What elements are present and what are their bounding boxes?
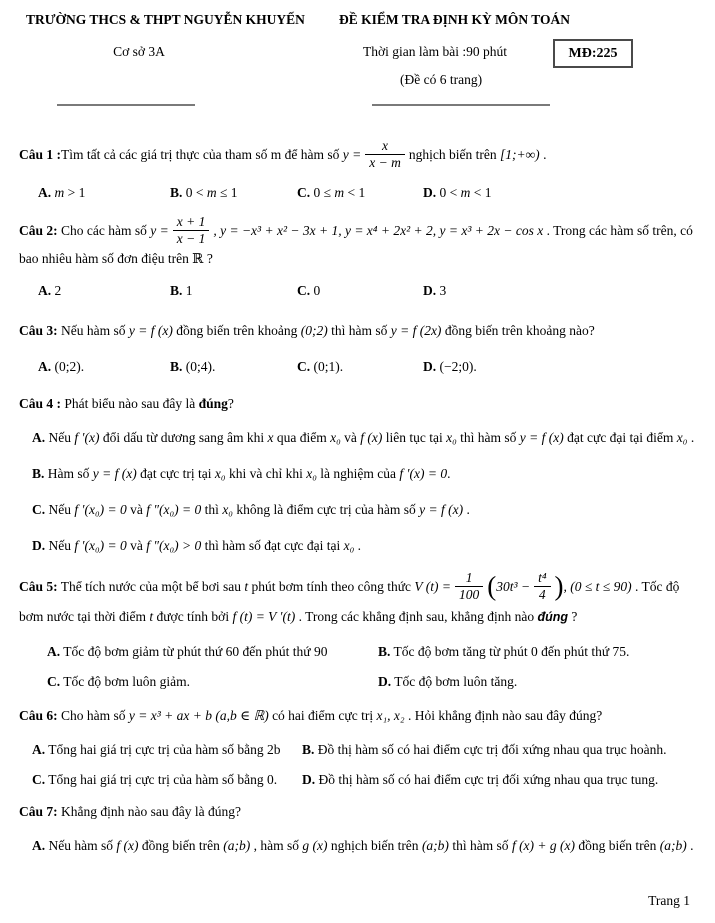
question-5-option-c: C. Tốc độ bơm luôn giảm. [47, 674, 191, 690]
question-4-option-c: C. Nếu f ′(x₀) = 0 và f ″(x₀) = 0 thì x₀ không là điểm cực trị của hàm số y = f (x) . [32, 502, 470, 518]
question-2-option-d: D. 3 [423, 283, 447, 299]
question-6 [19, 703, 695, 790]
question-4-stem: Câu 4 : Phát biểu nào sau đây là đúng? [19, 396, 234, 412]
question-4-option-a: A. Nếu f ′(x) đổi dấu từ dương sang âm khi x qua điểm x₀ và f (x) liên tục tại x₀ thì hàm số y = f (x) đạt cực đại tại điểm x₀ . [32, 430, 695, 446]
question-2-option-c: C. 0 [297, 283, 321, 299]
question-1-option-a: A. m > 1 [38, 185, 86, 201]
question-5-option-d: D. Tốc độ bơm luôn tăng. [378, 674, 518, 690]
signature-line-right [372, 104, 550, 106]
question-1-option-b: B. 0 < m ≤ 1 [170, 185, 238, 201]
school-name: TRƯỜNG THCS & THPT NGUYỄN KHUYẾN [26, 12, 305, 27]
question-1-option-c: C. 0 ≤ m < 1 [297, 185, 366, 201]
question-5-options [47, 641, 695, 692]
exam-header [19, 8, 695, 126]
question-2-options [38, 280, 695, 302]
campus-name: Cơ sở 3A [113, 44, 165, 59]
question-4 [19, 393, 695, 559]
exam-code-box [553, 39, 633, 68]
question-1-option-d: D. 0 < m < 1 [423, 185, 492, 201]
signature-line-left [57, 104, 195, 106]
question-3-option-c: C. (0;1). [297, 359, 344, 375]
question-4-option-d: D. Nếu f ′(x₀) = 0 và f ″(x₀) > 0 thì hàm số đạt cực đại tại x₀ . [32, 538, 362, 554]
question-6-options [32, 739, 695, 790]
question-3-option-a: A. (0;2). [38, 359, 85, 375]
question-5 [19, 572, 695, 692]
question-7 [19, 801, 695, 859]
exam-duration: Thời gian làm bài :90 phút [363, 44, 507, 59]
question-2 [19, 216, 695, 302]
question-3-option-b: B. (0;4). [170, 359, 216, 375]
question-1-options [38, 182, 695, 204]
question-3 [19, 319, 695, 378]
question-6-option-b: B. Đồ thị hàm số có hai điểm cực trị đối xứng nhau qua trục hoành. [302, 742, 667, 758]
question-1-stem: Câu 1 :Tìm tất cả các giá trị thực của tham số m để hàm số y = $\frac{x}{x - m}$ nghịch biến trên [1;+∞) . [19, 138, 547, 170]
question-7-option-a: A. Nếu hàm số f (x) đồng biến trên (a;b) , hàm số g (x) nghịch biến trên (a;b) thì hàm số f (x) + g (x) đồng biến trên (a;b) . [32, 838, 694, 854]
question-6-option-c: C. Tổng hai giá trị cực trị của hàm số bằng 0. [32, 772, 278, 788]
question-3-stem: Câu 3: Nếu hàm số y = f (x) đồng biến trên khoảng (0;2) thì hàm số y = f (2x) đồng biến trên khoảng nào? [19, 323, 595, 339]
question-2-option-b: B. 1 [170, 283, 193, 299]
question-6-option-d: D. Đồ thị hàm số có hai điểm cực trị đối xứng nhau qua trục tung. [302, 772, 659, 788]
question-2-stem: Câu 2: Cho các hàm số y = $\frac{x + 1}{x - 1}$ , y = −x³ + x² − 3x + 1, y = x⁴ + 2x² + 2, y = x³ + 2x − cos x . Trong các hàm số trên, có bao nhiêu hàm số đơn điệu trên ℝ ? [19, 214, 693, 267]
question-5-option-b: B. Tốc độ bơm tăng từ phút 0 đến phút thứ 75. [378, 644, 630, 660]
question-3-option-d: D. (−2;0). [423, 359, 477, 375]
page-count-note: (Đề có 6 trang) [400, 72, 483, 87]
question-6-option-a: A. Tổng hai giá trị cực trị của hàm số bằng 2b [32, 742, 281, 758]
question-3-options [38, 356, 695, 378]
question-5-stem: Câu 5: Thể tích nước của một bể bơi sau t phút bơm tính theo công thức V (t) = $\frac{1}{100}$ (30t³ − $\frac{\text{t⁴}}{4}$ ), (0 ≤ t ≤ 90) . Tốc độ bơm nước tại thời điểm t được tính bởi f (t) = V ′(t) . Trong các khẳng định sau, khẳng định nào đúng ? [19, 570, 680, 625]
question-1 [19, 140, 695, 204]
page-number: Trang 1 [648, 893, 690, 908]
question-6-stem: Câu 6: Cho hàm số y = x³ + ax + b (a,b ∈ ℝ) có hai điểm cực trị x₁, x₂ . Hỏi khẳng định nào sau đây đúng? [19, 708, 603, 724]
question-4-option-b: B. Hàm số y = f (x) đạt cực trị tại x₀ khi và chỉ khi x₀ là nghiệm của f ′(x) = 0. [32, 466, 451, 482]
exam-code: MĐ:225 [568, 45, 618, 61]
exam-title: ĐỀ KIỂM TRA ĐỊNH KỲ MÔN TOÁN [339, 12, 571, 27]
question-7-stem: Câu 7: Khẳng định nào sau đây là đúng? [19, 804, 241, 820]
question-2-option-a: A. 2 [38, 283, 62, 299]
question-5-option-a: A. Tốc độ bơm giảm từ phút thứ 60 đến phút thứ 90 [47, 644, 328, 660]
